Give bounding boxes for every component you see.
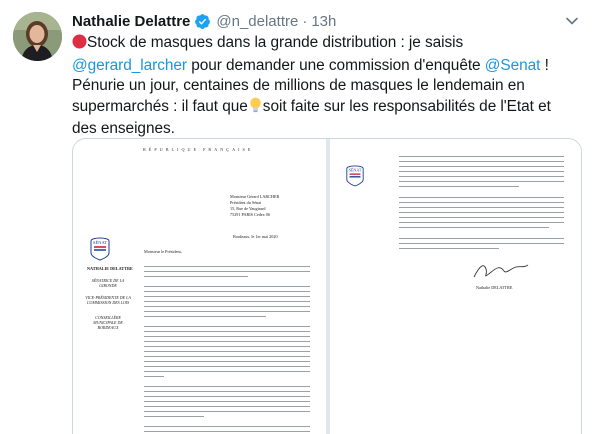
tweet-time[interactable]: 13h <box>311 12 337 30</box>
letter-header: RÉPUBLIQUE FRANÇAISE <box>143 147 254 152</box>
mention-gerard-larcher[interactable]: @gerard_larcher <box>72 56 187 74</box>
letter-role-1: SÉNATRICE DE LA GIRONDE <box>91 278 125 288</box>
tweet-text-line-1 <box>72 33 582 56</box>
senat-logo-icon <box>345 163 365 192</box>
letter-page-2 <box>330 139 582 434</box>
tweet-text-segment: supermarchés : il faut que <box>72 97 248 115</box>
letter-recipient-2: Président du Sénat <box>230 200 262 205</box>
tweet-text-line-5: des enseignes. <box>72 120 175 137</box>
signature-icon <box>470 259 530 288</box>
letter-closing-name: Nathalie DELATTRE <box>476 285 513 290</box>
letter-page-1 <box>73 139 326 434</box>
letter-salutation: Monsieur le Président, <box>144 249 182 254</box>
letter-recipient-4: 75291 PARIS Cedex 06 <box>230 212 270 217</box>
red-circle-icon <box>72 34 87 56</box>
senat-logo-icon <box>89 235 111 266</box>
tweet-text-line-3: Pénurie un jour, centaines de millions de masques le lendemain en <box>72 77 525 94</box>
tweet-text-line-4 <box>72 97 582 120</box>
letter-recipient-3: 15, Rue de Vaugirard <box>230 206 266 211</box>
tweet-text-segment: ! <box>540 56 549 74</box>
avatar[interactable] <box>13 12 62 61</box>
svg-text:SÉNAT: SÉNAT <box>348 167 362 173</box>
letter-author-name: NATHALIE DELATTRE <box>87 266 133 271</box>
tweet-text-segment: Stock de masques dans la grande distribution : je saisis <box>87 34 464 51</box>
tweet-header <box>72 11 336 31</box>
letter-role-2: VICE-PRÉSIDENTE DE LA COMMISSION DES LOIS <box>85 295 131 305</box>
svg-text:SÉNAT: SÉNAT <box>92 240 108 245</box>
chevron-down-icon[interactable] <box>565 14 579 28</box>
letter-date: Bordeaux, le 1er mai 2020 <box>233 234 278 239</box>
tweet-text-segment: pour demander une commission d'enquête <box>186 56 485 74</box>
tweet-text-segment: soit faite sur les responsabilités de l'Etat et <box>262 97 551 115</box>
verified-badge-icon <box>194 13 211 30</box>
separator-dot: · <box>302 12 308 30</box>
author-handle[interactable]: @n_delattre <box>216 12 299 30</box>
author-name[interactable]: Nathalie Delattre <box>72 12 191 30</box>
tweet-media-image[interactable] <box>72 138 582 434</box>
tweet-text-line-2 <box>72 56 582 77</box>
letter-role-3: CONSEILLÈRE MUNICIPALE DE BORDEAUX <box>93 315 123 330</box>
letter-recipient-1: Monsieur Gérard LARCHER <box>230 194 280 199</box>
tweet-text <box>72 33 582 140</box>
mention-senat[interactable]: @Senat <box>484 56 541 74</box>
light-bulb-icon <box>248 97 263 120</box>
